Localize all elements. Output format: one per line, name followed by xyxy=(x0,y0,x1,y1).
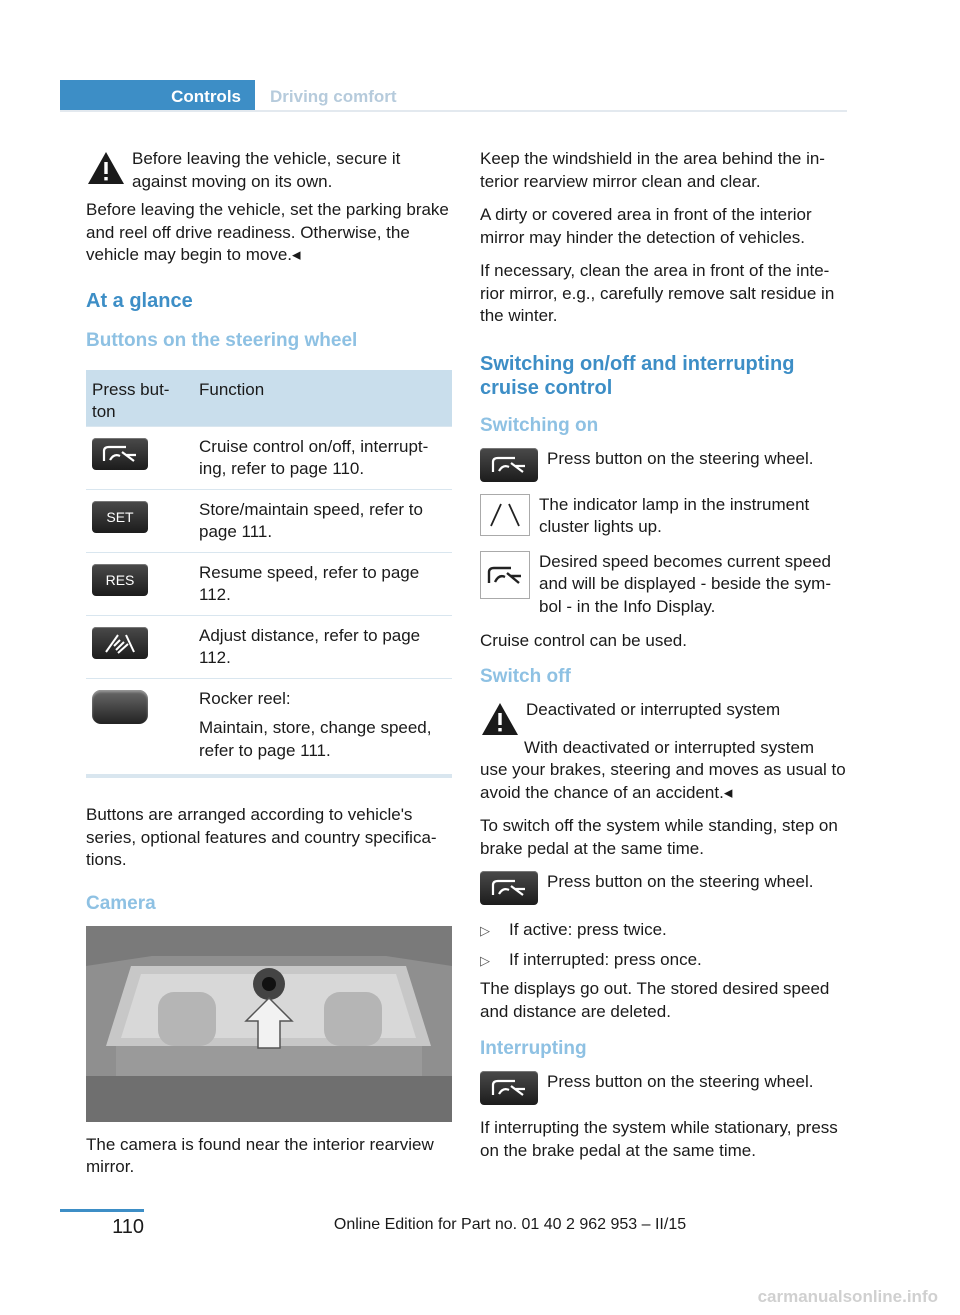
table-row xyxy=(86,615,452,678)
warning-text: Before leaving the vehicle, secure it against moving on its own. xyxy=(132,149,401,191)
step-press-button xyxy=(480,871,846,905)
heading-switching-on: Switching on xyxy=(480,414,599,436)
table-function-text: Adjust distance, refer to page 112. xyxy=(199,625,421,667)
cruise-symbol-icon xyxy=(480,551,530,599)
distance-icon xyxy=(100,632,140,654)
table-col-function: Function xyxy=(199,379,265,399)
cruise-control-button-icon xyxy=(92,438,148,470)
set-button-icon: SET xyxy=(92,501,148,533)
table-header xyxy=(86,370,452,426)
list-item: ▷ If interrupted: press once. xyxy=(480,949,846,973)
table-row xyxy=(86,489,452,552)
press-button-text: Press button on the steering wheel. xyxy=(547,448,814,468)
indicator-lamp-icon xyxy=(480,494,530,536)
cruise-icon xyxy=(489,454,529,476)
step-desired-speed xyxy=(480,551,846,619)
table-function-text: Resume speed, refer to page 112. xyxy=(199,562,420,604)
table-row xyxy=(86,552,452,615)
table-function-text: Store/maintain speed, refer to page 111. xyxy=(199,499,423,541)
triangle-bullet-icon: ▷ xyxy=(480,952,490,968)
cruise-icon xyxy=(100,443,140,465)
res-button-icon: RES xyxy=(92,564,148,596)
indicator-text: The indicator lamp in the instrument cluster lights up. xyxy=(539,494,810,536)
buttons-table xyxy=(86,370,452,779)
displays-out-text: The displays go out. The stored desired speed and distance are deleted. xyxy=(480,979,830,1021)
section-tab: Controls xyxy=(60,80,255,110)
step-press-button xyxy=(480,1071,846,1105)
warning-body: Before leaving the vehicle, set the parking brake and reel off drive readiness. Otherwise, the vehicle may begin to move.◂ xyxy=(86,200,449,264)
warning-title: Deactivated or interrupted system xyxy=(526,699,781,719)
camera-note: The camera is found near the interior rearview mirror. xyxy=(86,1134,434,1176)
table-function-text-2: Maintain, store, change speed, refer to page 111. xyxy=(199,718,432,760)
footer-rule xyxy=(60,1209,144,1212)
table-row xyxy=(86,678,452,775)
desired-speed-text: Desired speed becomes current speed and will be displayed - beside the sym-bol - in the Info Display. xyxy=(539,551,831,616)
table-function-text: Cruise control on/off, interrupt-ing, refer to page 110. xyxy=(199,436,429,478)
heading-switch-off: Switch off xyxy=(480,665,571,687)
cruise-button-icon xyxy=(480,871,538,905)
table-col-press: Press but- ton xyxy=(92,379,170,421)
warning-icon xyxy=(480,701,520,737)
triangle-bullet-icon: ▷ xyxy=(480,923,490,938)
distance-button-icon xyxy=(92,627,148,659)
buttons-note: Buttons are arranged according to vehicle's series, optional features and country specifica-tions. xyxy=(86,805,437,869)
paragraph-dirty: A dirty or covered area in front of the interior mirror may hinder the detection of vehicles. xyxy=(480,205,812,247)
cruise-icon xyxy=(489,877,529,899)
heading-camera: Camera xyxy=(86,892,156,914)
heading-switching: Switching on/off and interrupting cruise control xyxy=(480,352,795,399)
warning-block xyxy=(480,699,846,737)
page-header xyxy=(60,80,847,112)
rocker-reel-icon xyxy=(92,690,148,724)
press-button-text: Press button on the steering wheel. xyxy=(547,872,814,891)
cruise-button-icon xyxy=(480,1071,538,1105)
paragraph-clean: If necessary, clean the area in front of the inte-rior mirror, e.g., carefully remove salt residue in the winter. xyxy=(480,261,835,325)
paragraph-windshield: Keep the windshield in the area behind the in-terior rearview mirror clean and clear. xyxy=(480,149,825,191)
list-item: ▷ If active: press twice. xyxy=(480,919,846,943)
left-column xyxy=(86,148,452,1190)
heading-at-a-glance: At a glance xyxy=(86,289,193,312)
cruise-button-icon xyxy=(480,448,538,482)
press-button-text: Press button on the steering wheel. xyxy=(547,1072,814,1091)
right-column xyxy=(480,148,846,1173)
warning-block xyxy=(86,148,452,193)
table-row xyxy=(86,426,452,489)
can-be-used-text: Cruise control can be used. xyxy=(480,631,687,650)
heading-interrupting: Interrupting xyxy=(480,1038,587,1059)
car-interior-illustration xyxy=(86,926,452,1122)
heading-buttons: Buttons on the steering wheel xyxy=(86,329,358,351)
warning-body: With deactivated or interrupted system use your brakes, steering and moves as usual to avoid the chance of an accident.◂ xyxy=(480,737,846,802)
table-function-text: Rocker reel: xyxy=(199,688,291,708)
edition-text: Online Edition for Part no. 01 40 2 962 953 – II/15 xyxy=(333,1216,687,1233)
page-number: 110 xyxy=(112,1216,144,1238)
watermark: carmanualsonline.info xyxy=(757,1287,938,1306)
step-press-button xyxy=(480,448,846,482)
stationary-text: If interrupting the system while stationary, press on the brake pedal at the same time. xyxy=(480,1118,838,1160)
camera-photo xyxy=(86,926,452,1122)
warning-icon xyxy=(86,150,126,186)
standing-text: To switch off the system while standing, step on brake pedal at the same time. xyxy=(480,816,838,858)
cruise-icon xyxy=(489,1077,529,1099)
step-indicator xyxy=(480,494,846,539)
subsection-label: Driving comfort xyxy=(270,87,397,106)
